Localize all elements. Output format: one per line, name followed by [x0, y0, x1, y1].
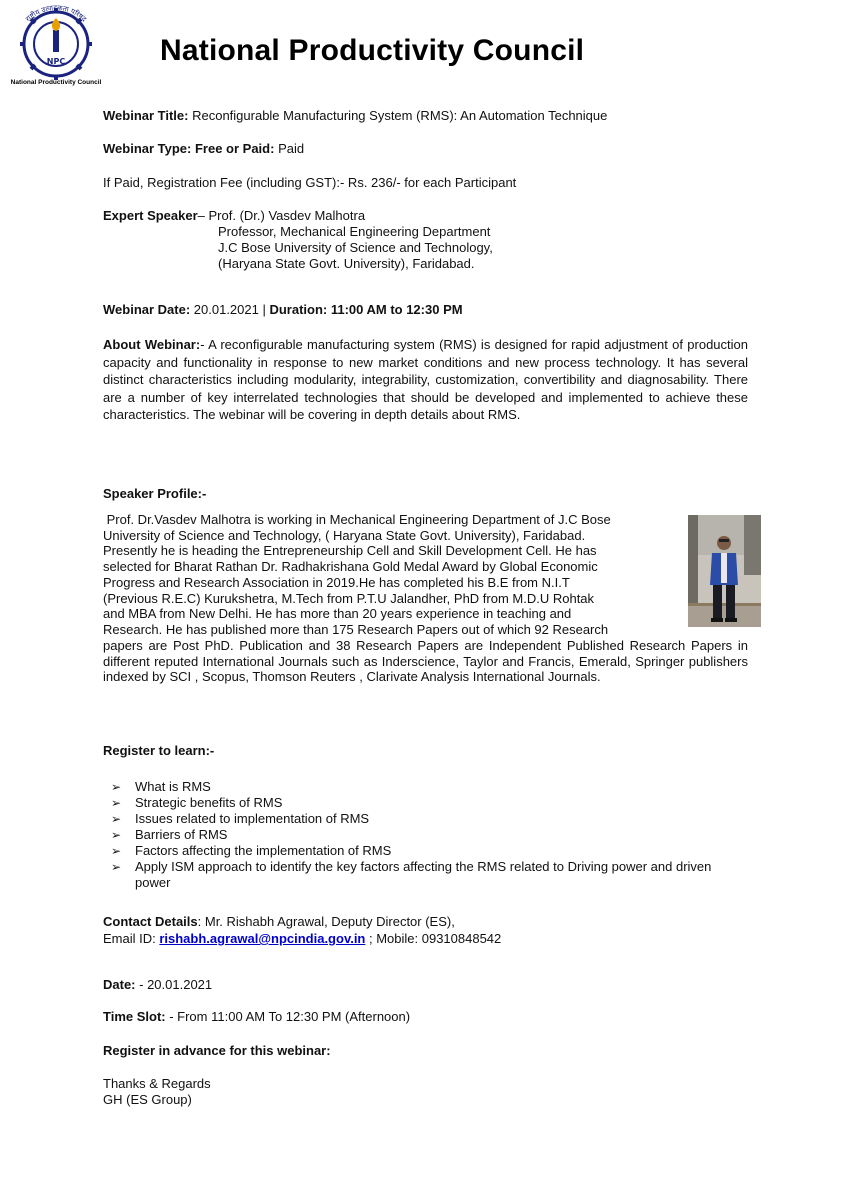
- list-item-text: Barriers of RMS: [135, 827, 228, 842]
- profile-line: Presently he is heading the Entrepreneurship Cell and Skill Development Cell. He has: [103, 543, 597, 559]
- list-item: [103, 795, 728, 811]
- thanks-text: Thanks & Regards: [103, 1076, 211, 1091]
- register-advance-text: Register in advance for this webinar:: [103, 1043, 331, 1058]
- list-item-text: Apply ISM approach to identify the key factors affecting the RMS related to Driving power and driven power: [135, 859, 712, 890]
- profile-line: University of Science and Technology, ( Haryana State Govt. University), Faridabad.: [103, 527, 586, 543]
- list-item-text: What is RMS: [135, 779, 211, 794]
- register-advance: [103, 1043, 748, 1059]
- speaker-profile-heading: [103, 486, 748, 502]
- time-slot-label: Time Slot:: [103, 1009, 166, 1024]
- speaker-profile-text-wide: papers are Post PhD. Publication and 38 Research Papers are Independent Published Research Papers in different reputed International Journals such as Inderscience, Taylor and Francis, Emerald, Springer publishers indexed by SCI , Scopus, Thomson Reuters , Clarivate Analysis International Journals.: [103, 638, 748, 685]
- list-item: [103, 779, 728, 795]
- registration-fee: If Paid, Registration Fee (including GST):- Rs. 236/- for each Participant: [103, 175, 517, 190]
- time-slot-value: - From 11:00 AM To 12:30 PM (Afternoon): [165, 1009, 411, 1024]
- email-label: Email ID:: [103, 931, 160, 946]
- speaker-profile-text-narrow: [103, 512, 678, 638]
- signature: [103, 1076, 748, 1108]
- contact-label: Contact Details: [103, 914, 198, 929]
- list-item: [103, 843, 728, 859]
- webinar-date-label: Webinar Date:: [103, 302, 191, 317]
- webinar-type-value: Paid: [274, 141, 305, 156]
- profile-line: Research. He has published more than 175 Research Papers out of which 92 Research: [103, 621, 609, 637]
- speaker-university-type: (Haryana State Govt. University), Faridabad.: [218, 256, 475, 271]
- webinar-duration: Duration: 11:00 AM to 12:30 PM: [269, 302, 463, 317]
- logo-hindi-text: राष्ट्रीय उत्पादकता परिषद: [24, 4, 88, 24]
- date-line: [103, 977, 748, 993]
- list-item-text: Strategic benefits of RMS: [135, 795, 283, 810]
- arrow-bullet-icon: ➢: [111, 780, 122, 794]
- list-item: [103, 811, 728, 827]
- profile-line: and MBA from New Delhi. He has more than 20 years experience in teaching and: [103, 606, 572, 622]
- arrow-bullet-icon: ➢: [111, 860, 122, 874]
- expert-speaker-label: Expert Speaker: [103, 208, 198, 223]
- speaker-university: J.C Bose University of Science and Technology,: [218, 240, 493, 255]
- speaker-photo: [688, 515, 761, 627]
- about-webinar-label: About Webinar:: [103, 337, 201, 352]
- email-link[interactable]: rishabh.agrawal@npcindia.gov.in: [159, 931, 366, 946]
- webinar-title-label: Webinar Title:: [103, 108, 189, 123]
- mobile-text: ; Mobile: 09310848542: [365, 931, 502, 946]
- arrow-bullet-icon: ➢: [111, 812, 122, 826]
- group-text: GH (ES Group): [103, 1092, 192, 1107]
- contact-value: : Mr. Rishabh Agrawal, Deputy Director (ES),: [197, 914, 455, 929]
- page-title: National Productivity Council: [160, 34, 585, 67]
- speaker-profile-heading-text: Speaker Profile:-: [103, 486, 207, 501]
- npc-logo: [4, 4, 108, 86]
- webinar-type-label: Webinar Type: Free or Paid:: [103, 141, 275, 156]
- profile-line: Prof. Dr.Vasdev Malhotra is working in Mechanical Engineering Department of J.C Bose: [103, 512, 611, 527]
- date-label: Date:: [103, 977, 136, 992]
- about-webinar: [103, 336, 748, 424]
- date-value: - 20.01.2021: [135, 977, 213, 992]
- webinar-title-value: Reconfigurable Manufacturing System (RMS): An Automation Technique: [188, 108, 608, 123]
- webinar-type-line: [103, 141, 748, 157]
- list-item-text: Issues related to implementation of RMS: [135, 811, 370, 826]
- expert-speaker: [103, 208, 748, 272]
- speaker-name: Prof. (Dr.) Vasdev Malhotra: [208, 208, 366, 223]
- register-heading: [103, 743, 748, 759]
- arrow-bullet-icon: ➢: [111, 828, 122, 842]
- speaker-designation: Professor, Mechanical Engineering Department: [218, 224, 491, 239]
- webinar-date-value: 20.01.2021 |: [190, 302, 270, 317]
- webinar-date-line: [103, 302, 748, 318]
- logo-caption: National Productivity Council: [10, 79, 102, 86]
- learning-bullets: [103, 779, 728, 891]
- expert-speaker-dash: –: [197, 208, 209, 223]
- list-item: [103, 827, 728, 843]
- learning-list: [103, 779, 728, 891]
- webinar-title-line: [103, 108, 748, 124]
- profile-line: selected for Bharat Rathan Dr. Radhakrishana Gold Medal Award by Global Economic: [103, 559, 598, 575]
- arrow-bullet-icon: ➢: [111, 796, 122, 810]
- list-item: [103, 859, 728, 891]
- list-item-text: Factors affecting the implementation of RMS: [135, 843, 392, 858]
- profile-line: Progress and Research Association in 2019.He has completed his B.E from N.I.T: [103, 574, 570, 590]
- time-slot-line: [103, 1009, 748, 1025]
- profile-line: (Previous R.E.C) Kurukshetra, M.Tech from P.T.U Jalandher, PhD from M.D.U Rohtak: [103, 590, 595, 606]
- contact-details: [103, 913, 748, 947]
- register-heading-text: Register to learn:-: [103, 743, 215, 758]
- about-webinar-text: - A reconfigurable manufacturing system (RMS) is designed for rapid adjustment of production capacity and functionality in response to new market conditions and new process technology. It has several distinct characteristics including modularity, integrability, customization, convertibility and diagnosability. There are a number of key interrelated technologies that should be developed and implemented to achieve these characteristics. The webinar will be covering in depth details about RMS.: [103, 337, 748, 422]
- logo-abbr: NPC: [46, 57, 66, 66]
- arrow-bullet-icon: ➢: [111, 844, 122, 858]
